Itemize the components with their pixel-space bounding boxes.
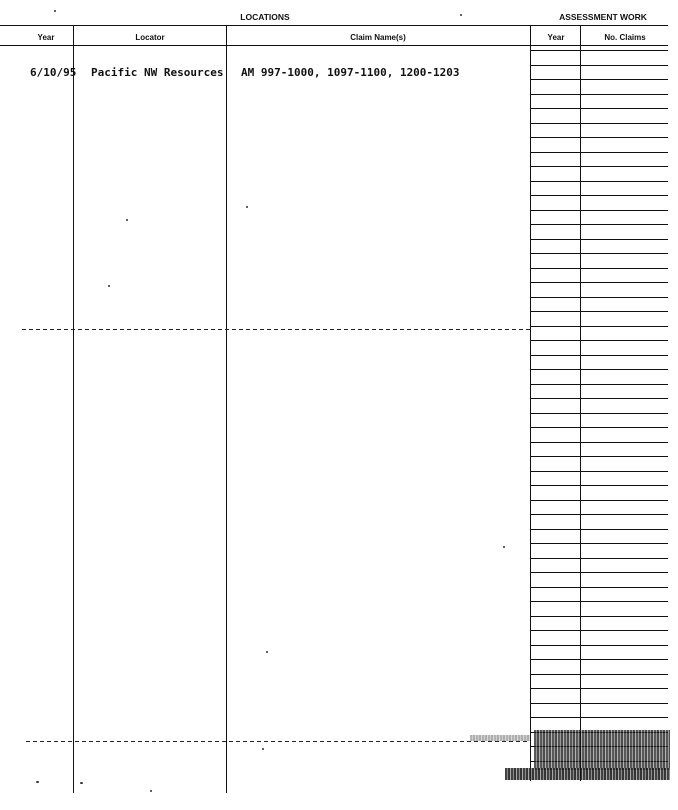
column-header-aw-no-claims: No. Claims <box>604 33 646 42</box>
assessment-row-line <box>531 471 668 472</box>
assessment-row-line <box>531 485 668 486</box>
assessment-row-line <box>531 456 668 457</box>
assessment-row-line <box>531 282 668 283</box>
column-header-aw-year: Year <box>547 33 565 42</box>
header-bottom-rule <box>0 45 668 46</box>
assessment-row-line <box>531 659 668 660</box>
scan-smudge <box>534 730 670 770</box>
scan-speck <box>54 10 56 12</box>
scan-speck <box>266 651 268 653</box>
assessment-row-line <box>531 137 668 138</box>
assessment-row-line <box>531 630 668 631</box>
entry-claim-names: AM 997-1000, 1097-1100, 1200-1203 <box>241 66 460 79</box>
assessment-row-line <box>531 239 668 240</box>
assessment-row-line <box>531 500 668 501</box>
scan-speck <box>262 748 264 750</box>
assessment-row-line <box>531 529 668 530</box>
assessment-row-line <box>531 384 668 385</box>
assessment-row-line <box>531 268 668 269</box>
assessment-row-line <box>531 616 668 617</box>
assessment-row-line <box>531 65 668 66</box>
scan-speck <box>126 219 128 221</box>
assessment-row-line <box>531 355 668 356</box>
entry-locator: Pacific NW Resources <box>91 66 224 79</box>
scan-smudge <box>470 735 530 741</box>
assessment-row-line <box>531 195 668 196</box>
assessment-row-line <box>531 297 668 298</box>
column-header-locator: Locator <box>135 33 165 42</box>
assessment-row-line <box>531 340 668 341</box>
assessment-row-line <box>531 210 668 211</box>
column-divider-year-locator <box>73 25 74 793</box>
assessment-row-line <box>531 413 668 414</box>
assessment-row-line <box>531 253 668 254</box>
assessment-row-line <box>531 79 668 80</box>
assessment-row-line <box>531 688 668 689</box>
scan-smudge <box>505 768 670 780</box>
assessment-row-line <box>531 572 668 573</box>
locations-section-header: LOCATIONS <box>240 12 290 22</box>
column-divider-claims-aw <box>530 25 531 781</box>
assessment-row-line <box>531 717 668 718</box>
column-divider-aw-year-claims <box>580 25 581 781</box>
assessment-row-line <box>531 514 668 515</box>
assessment-row-line <box>531 601 668 602</box>
mid-page-dashed-rule <box>22 329 530 330</box>
assessment-row-line <box>531 369 668 370</box>
assessment-row-line <box>531 587 668 588</box>
assessment-row-line <box>531 94 668 95</box>
assessment-row-line <box>531 152 668 153</box>
header-top-rule <box>0 25 668 26</box>
scan-speck <box>503 546 505 548</box>
assessment-row-line <box>531 703 668 704</box>
assessment-row-line <box>531 674 668 675</box>
assessment-row-line <box>531 166 668 167</box>
assessment-row-line <box>531 645 668 646</box>
scan-speck <box>108 285 110 287</box>
assessment-row-line <box>531 558 668 559</box>
scan-speck <box>36 781 39 783</box>
assessment-row-line <box>531 224 668 225</box>
column-divider-locator-claims <box>226 25 227 793</box>
assessment-row-line <box>531 543 668 544</box>
entry-year: 6/10/95 <box>30 66 77 79</box>
assessment-row-line <box>531 442 668 443</box>
assessment-row-line <box>531 181 668 182</box>
assessment-row-line <box>531 108 668 109</box>
assessment-row-line <box>531 326 668 327</box>
scan-speck <box>80 782 83 784</box>
assessment-row-line <box>531 311 668 312</box>
scan-speck <box>150 790 152 792</box>
assessment-row-line <box>531 427 668 428</box>
assessment-row-line <box>531 398 668 399</box>
assessment-row-line <box>531 123 668 124</box>
column-header-year: Year <box>37 33 55 42</box>
scan-speck <box>246 206 248 208</box>
assessment-row-line <box>531 50 668 51</box>
column-header-claim-names: Claim Name(s) <box>350 33 406 42</box>
assessment-work-section-header: ASSESSMENT WORK <box>559 12 647 22</box>
bottom-dashed-rule <box>26 741 531 742</box>
scan-speck <box>460 14 462 16</box>
